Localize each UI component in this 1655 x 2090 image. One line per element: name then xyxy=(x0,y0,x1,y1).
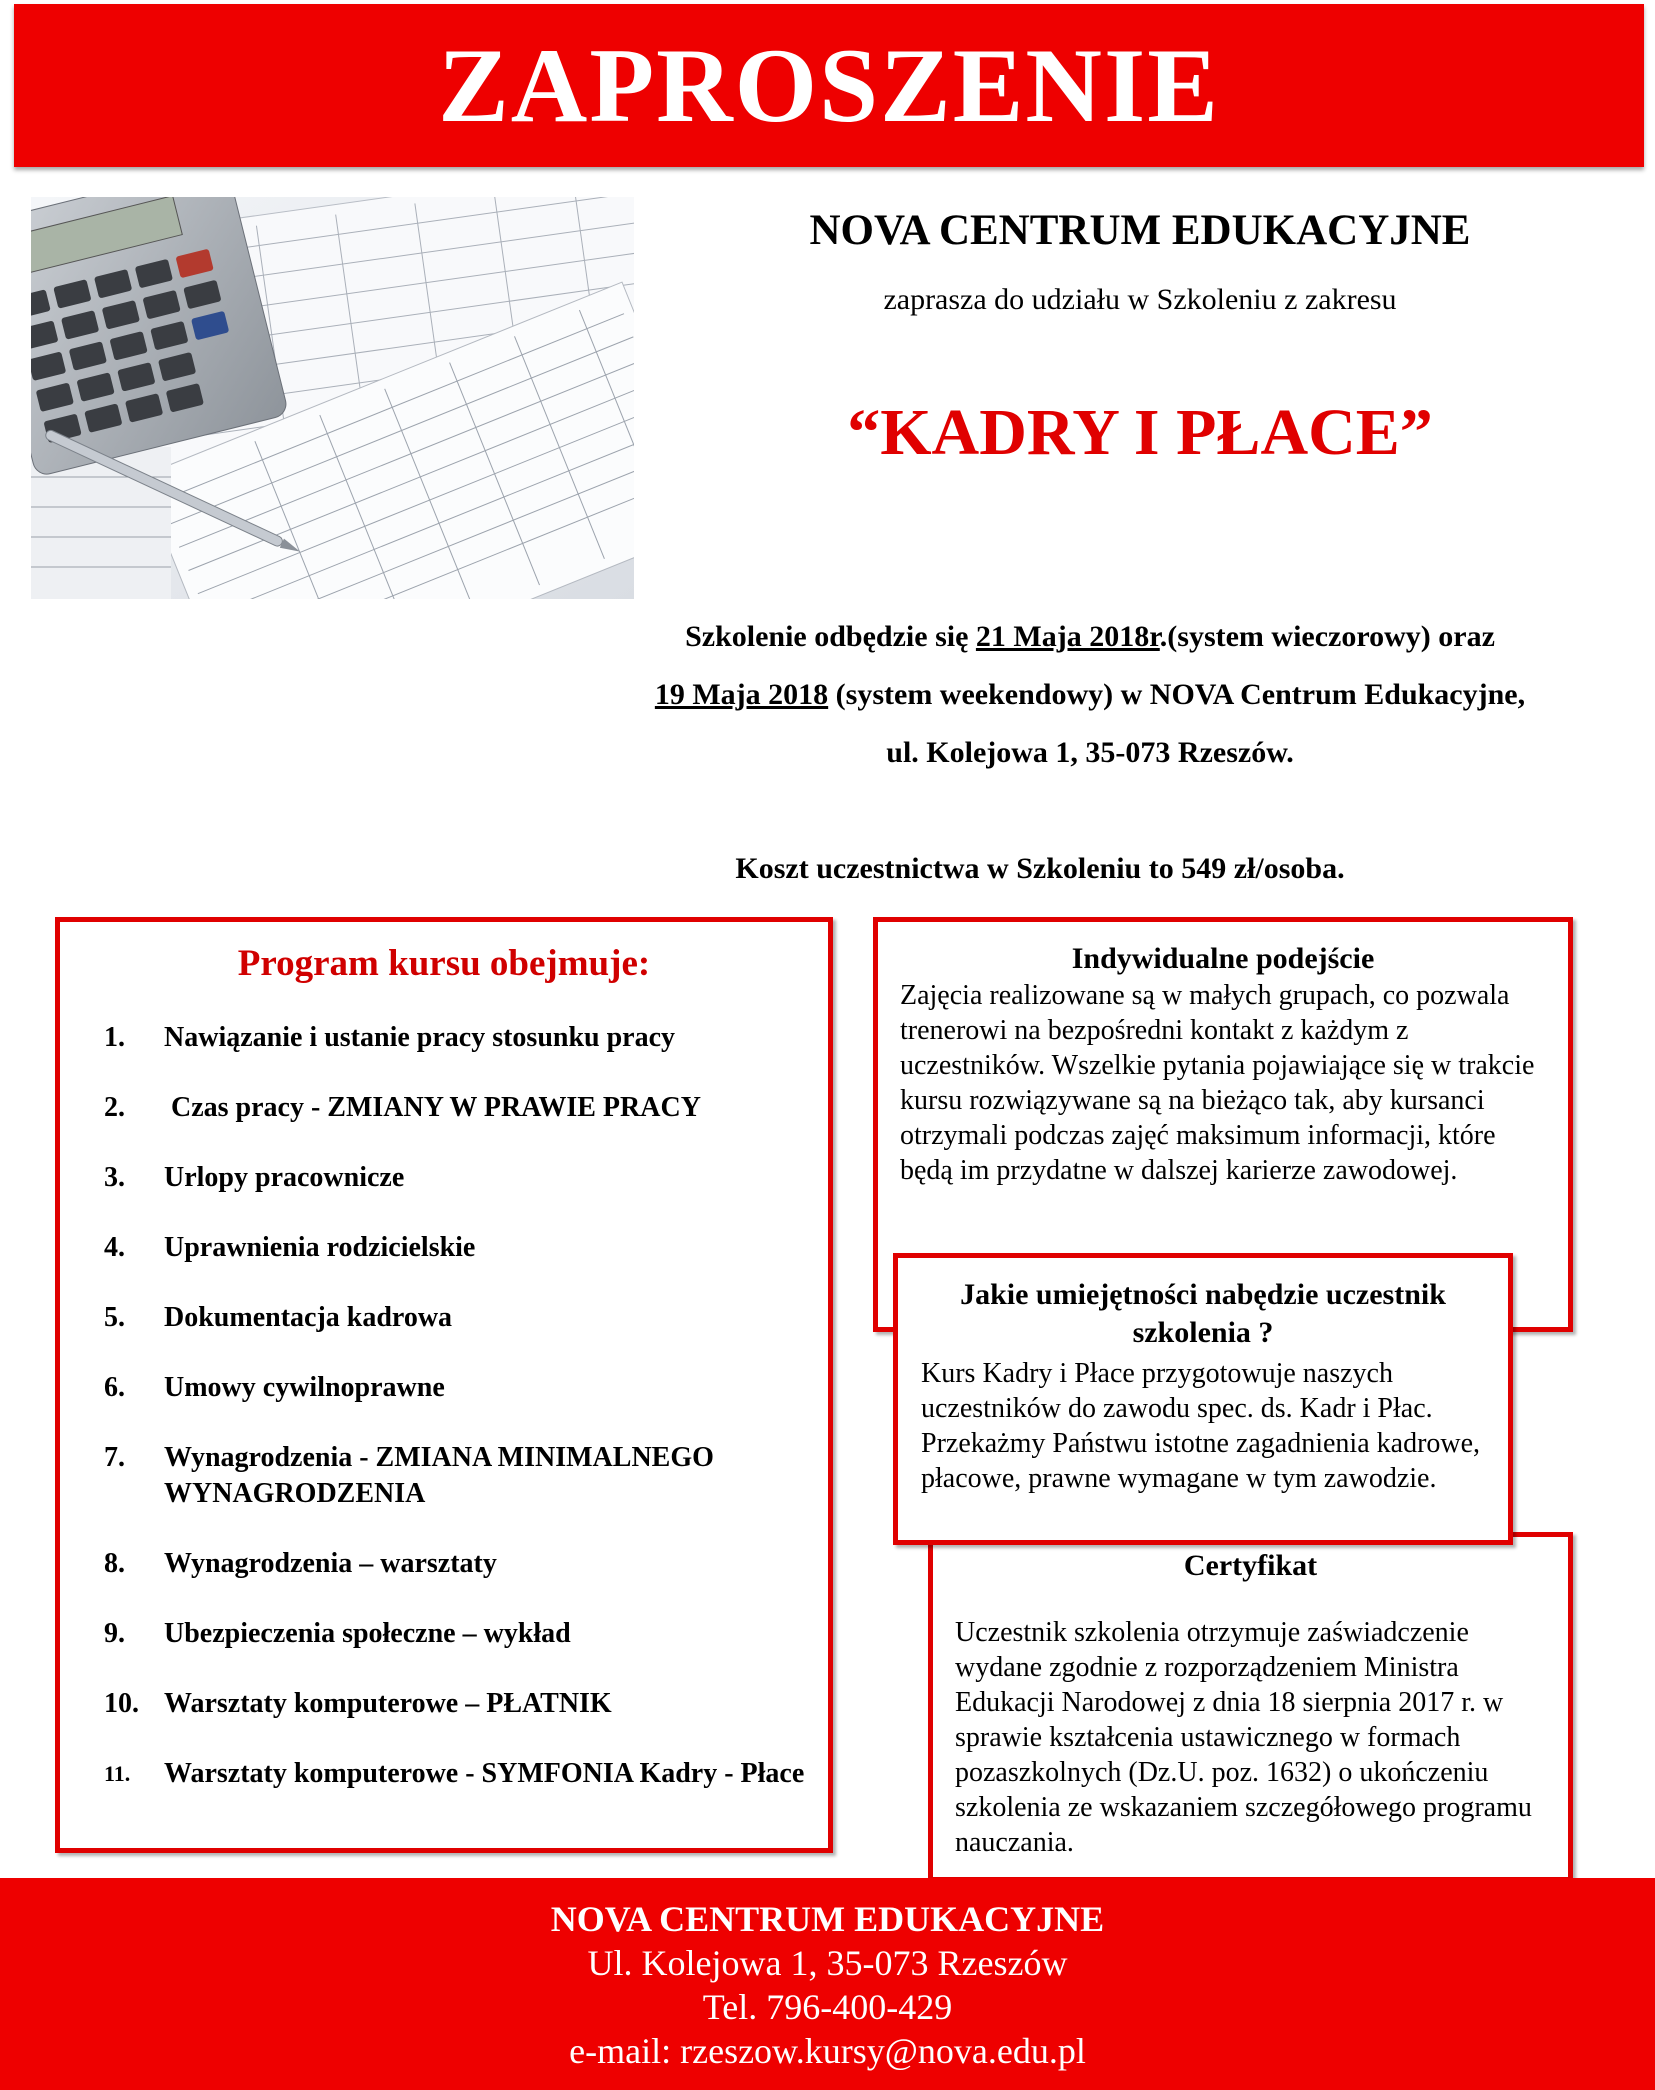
certificate-box xyxy=(928,1532,1573,1882)
program-item-number: 6. xyxy=(104,1372,125,1403)
program-item xyxy=(104,1160,814,1196)
certificate-title: Certyfikat xyxy=(1183,1549,1318,1582)
invite-text: zaprasza do udziału w Szkoleniu z zakresu xyxy=(883,283,1397,316)
cost-text: Koszt uczestnictwa w Szkoleniu to 549 zł/osoba. xyxy=(735,852,1345,885)
footer-phone: Tel. 796-400-429 xyxy=(702,1987,953,2027)
schedule-address: ul. Kolejowa 1, 35-073 Rzeszów. xyxy=(886,736,1294,769)
program-item-text: Dokumentacja kadrowa xyxy=(164,1302,453,1333)
skills-text: Kurs Kadry i Płace przygotowuje naszych uczestników do zawodu spec. ds. Kadr i Płac. Przekażmy Państwu istotne zagadnienia kadrowe, płacowe, prawne wymagane w tym zawodzie. xyxy=(921,1358,1481,1494)
program-item-number: 1. xyxy=(104,1022,125,1053)
title-banner xyxy=(14,4,1644,167)
program-item-text: Ubezpieczenia społeczne – wykład xyxy=(164,1618,571,1649)
program-item xyxy=(104,1230,814,1266)
program-item xyxy=(104,1546,814,1582)
skills-title: Jakie umiejętności nabędzie uczestnik szkolenia ? xyxy=(960,1278,1446,1349)
schedule-line1-prefix: Szkolenie odbędzie się xyxy=(685,620,976,653)
calculator-documents-photo xyxy=(31,197,634,599)
program-item-number: 10. xyxy=(104,1688,139,1719)
course-name: “KADRY I PŁACE” xyxy=(847,396,1433,469)
footer-email: e-mail: rzeszow.kursy@nova.edu.pl xyxy=(569,2031,1086,2071)
page-title: ZAPROSZENIE xyxy=(438,26,1220,144)
program-item xyxy=(104,1440,814,1512)
footer-organization: NOVA CENTRUM EDUKACYJNE xyxy=(550,1899,1105,1939)
program-item-text: Warsztaty komputerowe – PŁATNIK xyxy=(164,1688,612,1719)
program-box xyxy=(55,917,833,1853)
footer-address: Ul. Kolejowa 1, 35-073 Rzeszów xyxy=(587,1943,1068,1983)
program-item-text: Warsztaty komputerowe - SYMFONIA Kadry - Płace xyxy=(164,1758,805,1789)
individual-approach-title: Indywidualne podejście xyxy=(1071,942,1375,975)
program-item-text: Czas pracy - ZMIANY W PRAWIE PRACY xyxy=(164,1092,701,1123)
program-item-text: Uprawnienia rodzicielskie xyxy=(164,1232,476,1263)
program-item xyxy=(104,1370,814,1406)
program-item xyxy=(104,1686,814,1722)
program-item-number: 8. xyxy=(104,1548,125,1579)
evening-date: 21 Maja 2018r xyxy=(975,620,1160,653)
certificate-text: Uczestnik szkolenia otrzymuje zaświadczenie wydane zgodnie z rozporządzeniem Ministra Edukacji Narodowej z dnia 18 sierpnia 2017 r. w sprawie kształcenia ustawicznego w formach pozaszkolnych (Dz.U. poz. 1632) o ukończeniu szkolenia ze wskazaniem szczegółowego programu nauczania. xyxy=(955,1617,1532,1858)
schedule-line-2 xyxy=(540,678,1640,712)
program-item-number: 9. xyxy=(104,1618,125,1649)
schedule-line1-suffix: .(system wieczorowy) oraz xyxy=(1159,620,1495,653)
schedule-line-1 xyxy=(540,620,1640,654)
schedule-line2-suffix: (system weekendowy) w NOVA Centrum Edukacyjne, xyxy=(828,678,1526,711)
program-item-text: Umowy cywilnoprawne xyxy=(164,1372,445,1403)
skills-box xyxy=(893,1253,1513,1545)
program-item-text: Urlopy pracownicze xyxy=(164,1162,405,1193)
program-item-text: Nawiązanie i ustanie pracy stosunku pracy xyxy=(164,1022,676,1053)
program-item-text: Wynagrodzenia - ZMIANA MINIMALNEGO WYNAGRODZENIA xyxy=(164,1442,714,1509)
program-item-number: 7. xyxy=(104,1442,125,1473)
program-item xyxy=(104,1756,814,1792)
weekend-date: 19 Maja 2018 xyxy=(654,678,829,711)
program-item xyxy=(104,1020,814,1056)
program-item-number: 4. xyxy=(104,1232,125,1263)
program-item xyxy=(104,1616,814,1652)
program-item xyxy=(104,1300,814,1336)
program-item xyxy=(104,1090,814,1126)
program-item-text: Wynagrodzenia – warsztaty xyxy=(164,1548,497,1579)
program-item-number: 3. xyxy=(104,1162,125,1193)
program-item-number: 2. xyxy=(104,1092,125,1123)
program-item-number: 5. xyxy=(104,1302,125,1333)
footer-banner xyxy=(0,1878,1655,2090)
program-title: Program kursu obejmuje: xyxy=(237,943,651,984)
organization-name: NOVA CENTRUM EDUKACYJNE xyxy=(809,207,1471,254)
program-item-number: 11. xyxy=(104,1761,131,1786)
individual-approach-text: Zajęcia realizowane są w małych grupach, co pozwala trenerowi na bezpośredni kontakt z każdym z uczestników. Wszelkie pytania pojawiające się w trakcie kursu rozwiązywane są na bieżąco tak, aby kursanci otrzymali podczas zajęć maksimum informacji, które będą im przydatne w dalszej karierze zawodowej. xyxy=(900,980,1535,1186)
